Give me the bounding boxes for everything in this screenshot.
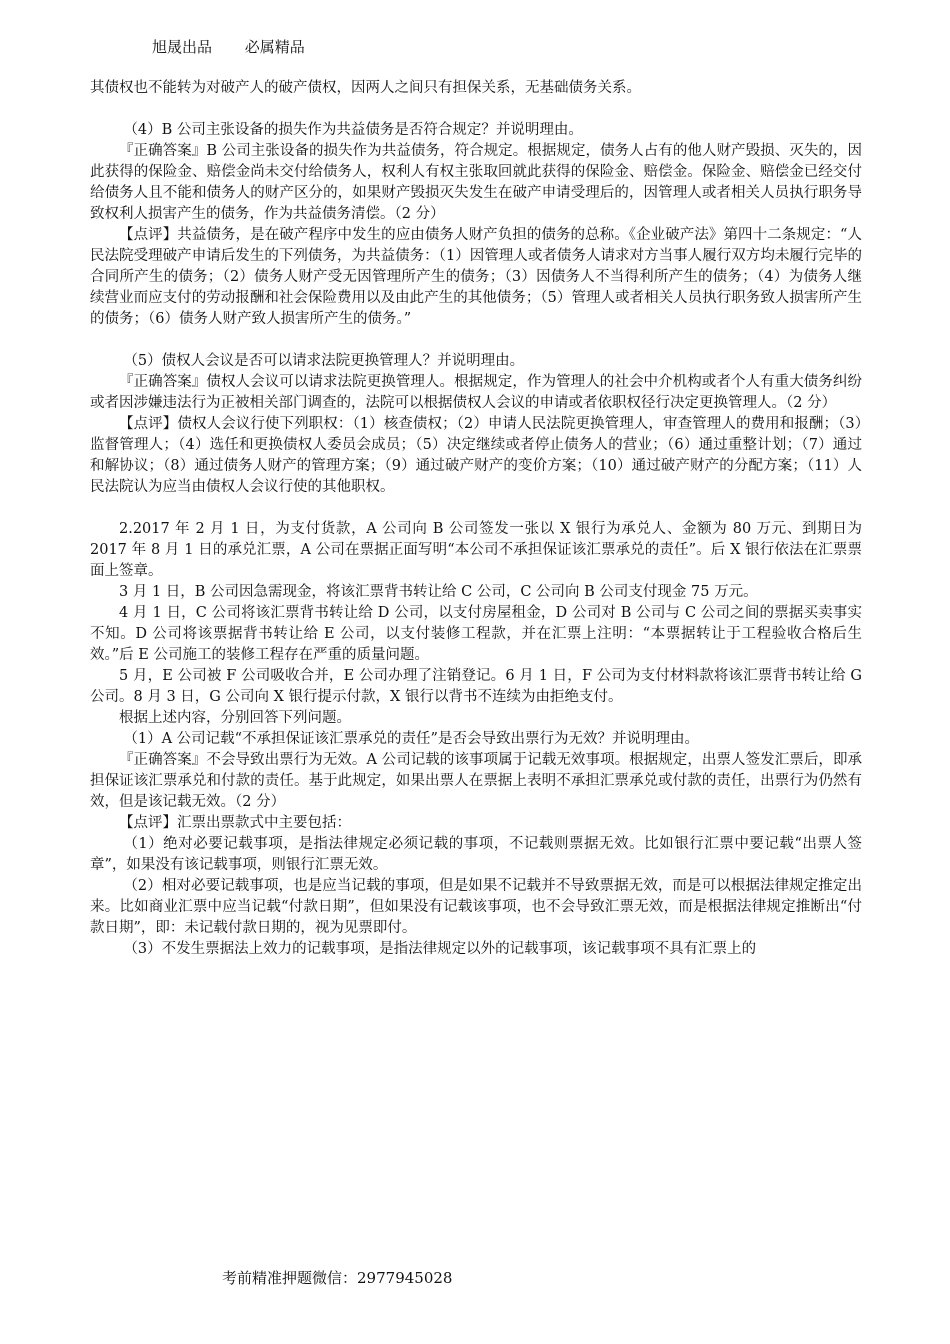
case-2-march: 3 月 1 日，B 公司因急需现金，将该汇票背书转让给 C 公司，C 公司向 B 公司支付现金 75 万元。 <box>119 584 758 600</box>
case-2-question-1: （1）A 公司记载“不承担保证该汇票承兑的责任”是否会导致出票行为无效？并说明理由。 <box>123 731 699 747</box>
header-brand-right: 必属精品 <box>244 38 305 56</box>
page-header <box>152 36 333 57</box>
paragraph: 其债权也不能转为对破产人的破产债权，因两人之间只有担保关系，无基础债务关系。 <box>90 80 641 96</box>
question-5: （5）债权人会议是否可以请求法院更换管理人？并说明理由。 <box>123 353 525 369</box>
footer-wechat-id: 2977945028 <box>357 1269 453 1287</box>
footer-label: 考前精准押题微信： <box>222 1269 358 1287</box>
comment-4: 【点评】共益债务，是在破产程序中发生的应由债务人财产负担的债务的总称。《企业破产法》第四十二条规定：“人民法院受理破产申请后发生的下列债务，为共益债务：（1）因管理人或者债务人请求对方当事人履行双方均未履行完毕的合同所产生的债务；（2）债务人财产受无因管理所产生的债务；（3）因债务人不当得利所产生的债务；（4）为债务人继续营业而应支付的劳动报酬和社会保险费用以及由此产生的其他债务；（5）管理人或者相关人员执行职务致人损害所产生的债务；（6）债务人财产致人损害所产生的债务。” <box>90 227 862 327</box>
comment-5: 【点评】债权人会议行使下列职权：（1）核查债权；（2）申请人民法院更换管理人，审查管理人的费用和报酬；（3）监督管理人；（4）选任和更换债权人委员会成员；（5）决定继续或者停止债务人的营业；（6）通过重整计划；（7）通过和解协议；（8）通过债务人财产的管理方案；（9）通过破产财产的变价方案；（10）通过破产财产的分配方案；（11）人民法院认为应当由债权人会议行使的其他职权。 <box>90 416 862 495</box>
paragraph-gap <box>90 99 862 120</box>
paragraph-gap <box>90 330 862 351</box>
paragraph-gap <box>90 498 862 519</box>
answer-5: 『正确答案』债权人会议可以请求法院更换管理人。根据规定，作为管理人的社会中介机构或者个人有重大债务纠纷或者因涉嫌违法行为正被相关部门调查的，法院可以根据债权人会议的申请或者依职权径行决定更换管理人。（2 分） <box>90 374 862 411</box>
case-2-intro: 2.2017 年 2 月 1 日，为支付货款，A 公司向 B 公司签发一张以 X 银行为承兑人、金额为 80 万元、到期日为 2017 年 8 月 1 日的承兑汇票，A 公司在票据正面写明“本公司不承担保证该汇票承兑的责任”。后 X 银行依法在汇票票面上签章。 <box>90 521 862 579</box>
comment-item-3: （3）不发生票据法上效力的记载事项，是指法律规定以外的记载事项，该记载事项不具有汇票上的 <box>123 941 757 957</box>
case-2-comment-1: 【点评】汇票出票款式中主要包括： <box>119 815 351 831</box>
case-2-instruction: 根据上述内容，分别回答下列问题。 <box>119 710 351 726</box>
question-4: （4）B 公司主张设备的损失作为共益债务是否符合规定？并说明理由。 <box>123 122 583 138</box>
document-body <box>90 78 862 960</box>
comment-item-2: （2）相对必要记载事项，也是应当记载的事项，但是如果不记载并不导致票据无效，而是可以根据法律规定推定出来。比如商业汇票中应当记载“付款日期”，但如果没有记载该事项，也不会导致汇票无效，而是根据法律规定推断出“付款日期”，即：未记载付款日期的，视为见票即付。 <box>90 878 862 936</box>
page-footer <box>222 1267 452 1288</box>
header-brand-left: 旭晟出品 <box>152 38 213 56</box>
answer-4: 『正确答案』B 公司主张设备的损失作为共益债务，符合规定。根据规定，债务人占有的他人财产毁损、灭失的，因此获得的保险金、赔偿金尚未交付给债务人，权利人有权主张取回就此获得的保险金、赔偿金。保险金、赔偿金已经交付给债务人且不能和债务人的财产区分的，如果财产毁损灭失发生在破产申请受理后的，因管理人或者相关人员执行职务导致权利人损害产生的债务，作为共益债务清偿。（2 分） <box>90 143 862 222</box>
case-2-may: 5 月，E 公司被 F 公司吸收合并，E 公司办理了注销登记。6 月 1 日，F 公司为支付材料款将该汇票背书转让给 G 公司。8 月 3 日，G 公司向 X 银行提示付款，X 银行以背书不连续为由拒绝支付。 <box>90 668 862 705</box>
comment-item-1: （1）绝对必要记载事项，是指法律规定必须记载的事项，不记载则票据无效。比如银行汇票中要记载“出票人签章”，如果没有该记载事项，则银行汇票无效。 <box>90 836 862 873</box>
case-2-answer-1: 『正确答案』不会导致出票行为无效。A 公司记载的该事项属于记载无效事项。根据规定，出票人签发汇票后，即承担保证该汇票承兑和付款的责任。基于此规定，如果出票人在票据上表明不承担汇票承兑或付款的责任，出票行为仍然有效，但是该记载无效。（2 分） <box>90 752 862 810</box>
case-2-april: 4 月 1 日，C 公司将该汇票背书转让给 D 公司，以支付房屋租金，D 公司对 B 公司与 C 公司之间的票据买卖事实不知。D 公司将该票据背书转让给 E 公司，以支付装修工程款，并在汇票上注明：“本票据转让于工程验收合格后生效。”后 E 公司施工的装修工程存在严重的质量问题。 <box>90 605 862 663</box>
